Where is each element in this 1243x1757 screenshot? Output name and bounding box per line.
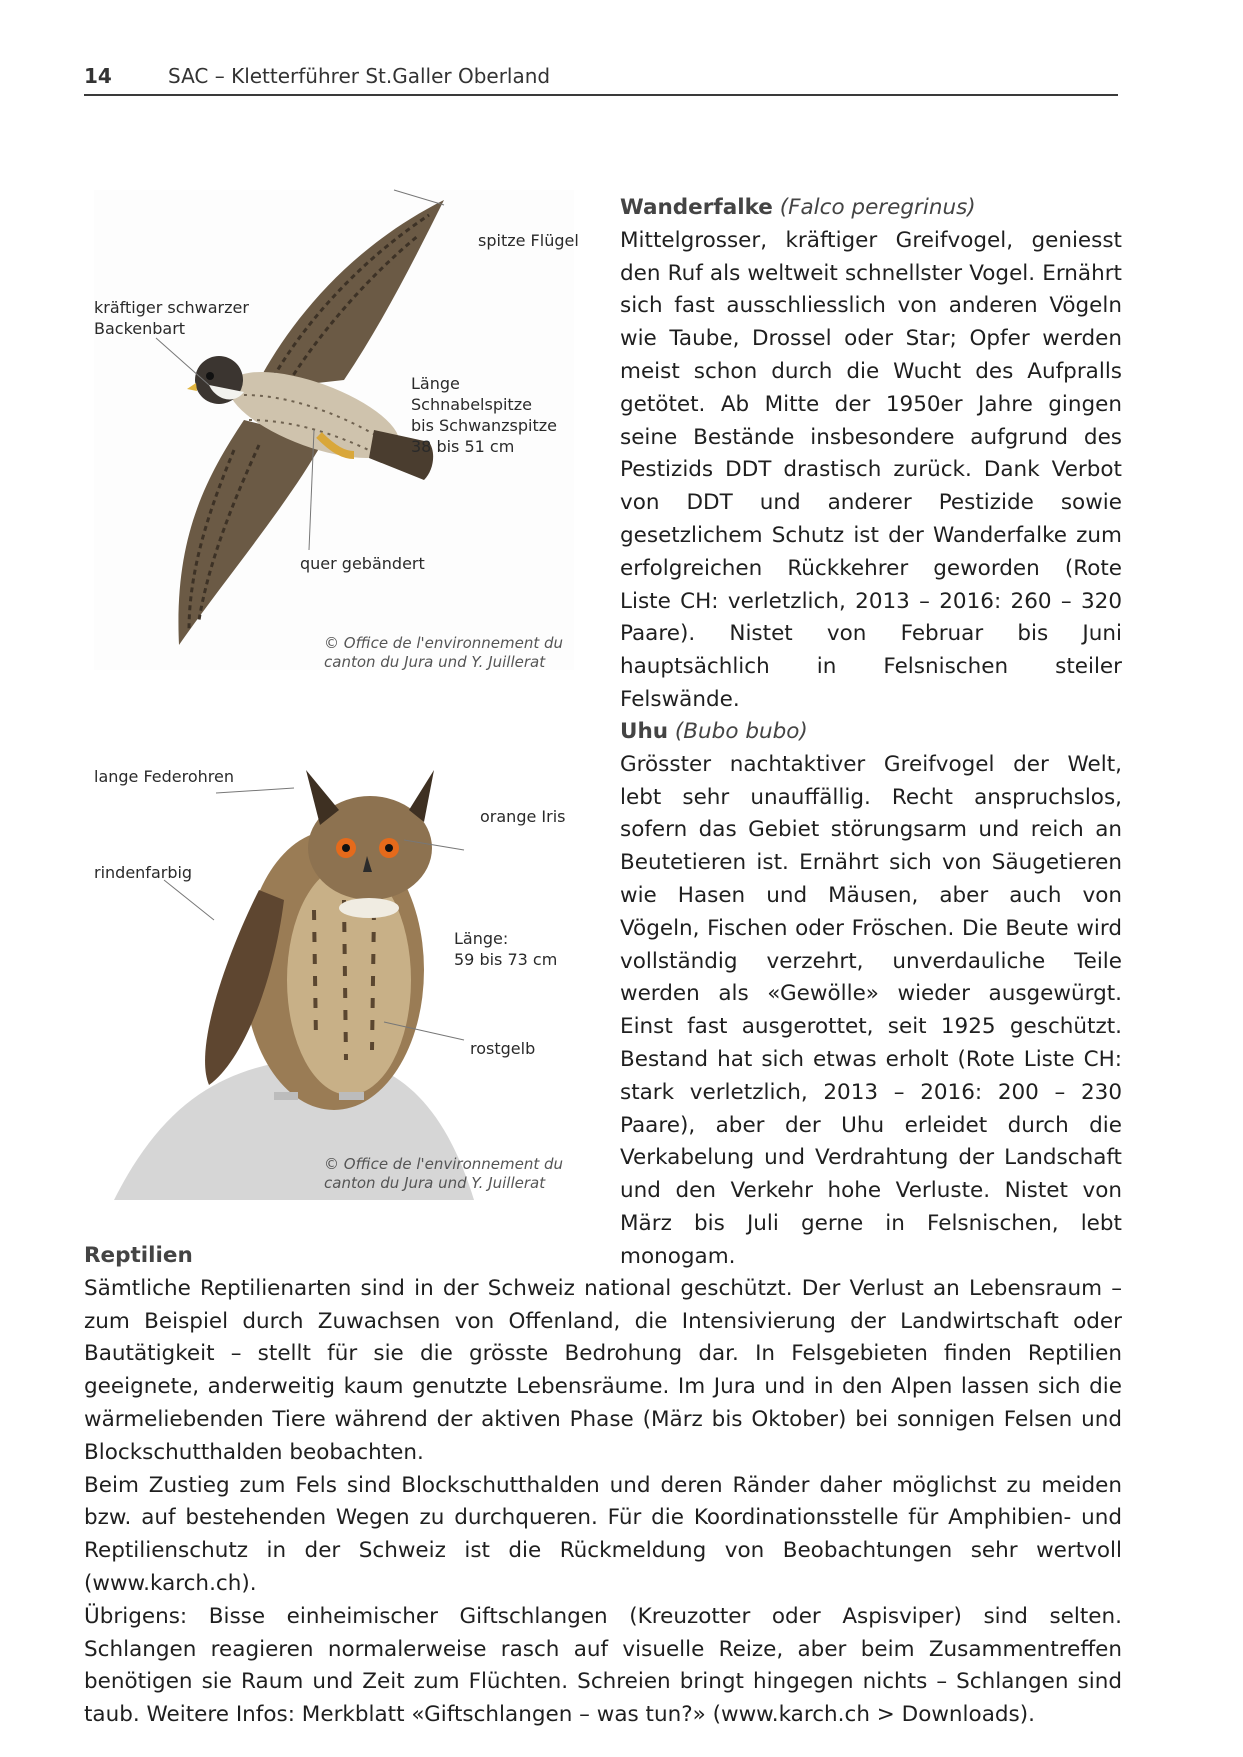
owl-photo-credit: © Office de l'environnement du canton du Jura und Y. Juillerat (324, 1155, 564, 1192)
callout-long-ear-tufts: lange Federohren (94, 767, 235, 786)
falcon-description: Mittelgrosser, kräftiger Greifvogel, geniesst den Ruf als weltweit schnellster Vogel. Ernährt sich fast ausschliesslich von anderen Vögeln wie Taube, Drossel oder Star; Opfer werden meist schon durch die Wucht des Aufpralls getötet. Ab Mitte der 1950er Jahre gingen seine Bestände insbesondere aufgrund des Pestizids DDT drastisch zurück. Dank Verbot von DDT und anderer Pestizide sowie gesetzlichem Schutz ist der Wanderfalke zum erfolgreichen Rückkehrer geworden (Rote Liste CH: verletzlich, 2013 – 2016: 260 – 320 Paare). Nistet von Februar bis Juni hauptsächlich in Felsnischen steiler Felswände. (620, 227, 1122, 712)
falcon-photo-credit: © Office de l'environnement du canton du Jura und Y. Juillerat (324, 634, 564, 671)
owl-latin-name: (Bubo bubo) (674, 719, 808, 744)
reptiles-heading: Reptilien (84, 1243, 193, 1268)
falcon-latin-name: (Falco peregrinus) (779, 195, 976, 220)
owl-description: Grösster nachtaktiver Greifvogel der Welt, lebt sehr unauffällig. Recht anspruchslos, sofern das Gebiet störungsarm und reich an Beutetieren ist. Ernährt sich von Säugetieren wie Hasen und Mäusen, aber auch von Vögeln, Fischen oder Fröschen. Die Beute wird vollständig verzehrt, unverdauliche Teile werden als «Gewölle» wieder ausgewürgt. Einst fast ausgerottet, seit 1925 geschützt. Bestand hat sich etwas erholt (Rote Liste CH: stark verletzlich, 2013 – 2016: 200 – 230 Paare), aber der Uhu erleidet durch die Verkabelung und Verdrahtung der Landschaft und den Verkehr hohe Verluste. Nistet von März bis Juli gerne in Felsnischen, lebt monogam. (620, 751, 1122, 1269)
callout-rust-yellow: rostgelb (470, 1039, 536, 1058)
owl-section (620, 716, 1122, 1274)
owl-illustration (84, 740, 594, 1210)
callout-length: Länge Schnabelspitze bis Schwanzspitze 38 bis 51 cm (411, 374, 557, 456)
reptiles-paragraph-1: Sämtliche Reptilienarten sind in der Schweiz national geschützt. Der Verlust an Lebensraum – zum Beispiel durch Zuwachsen von Offenland, die Intensivierung der Landwirtschaft oder Bautätigkeit – stellt für sie die grösste Bedrohung dar. In Felsgebieten finden Reptilien geeignete, anderweitig kaum genutzte Lebensräume. Im Jura und in den Alpen lassen sich die wärmeliebenden Tiere während der aktiven Phase (März bis Oktober) bei sonnigen Felsen und Blockschutthalden beobachten. (84, 1275, 1122, 1465)
callout-bark-coloured: rindenfarbig (94, 863, 193, 882)
falcon-section (620, 192, 1122, 717)
page-header (84, 62, 1118, 96)
falcon-name: Wanderfalke (620, 195, 773, 220)
callout-orange-iris: orange Iris (480, 807, 566, 826)
callout-black-beard: kräftiger schwarzer Backenbart (94, 298, 249, 338)
reptiles-paragraph-3: Übrigens: Bisse einheimischer Giftschlangen (Kreuzotter oder Aspisviper) sind selten. Schlangen reagieren normalerweise rasch auf visuelle Reize, aber beim Zusammentreffen benötigen sie Raum und Zeit zum Flüchten. Schreien bringt hingegen nichts – Schlangen sind taub. Weitere Infos: Merkblatt «Giftschlangen – was tun?» (www.karch.ch > Downloads). (84, 1603, 1122, 1728)
callout-pointed-wings: spitze Flügel (478, 231, 579, 250)
callout-barred: quer gebändert (300, 554, 425, 573)
owl-name: Uhu (620, 719, 669, 744)
page-number: 14 (84, 64, 112, 88)
reptiles-section (84, 1240, 1122, 1732)
running-title: SAC – Kletterführer St.Galler Oberland (168, 64, 551, 88)
reptiles-paragraph-2: Beim Zustieg zum Fels sind Blockschutthalden und deren Ränder daher möglichst zu meiden bzw. auf bestehenden Wegen zu durchqueren. Für die Koordinationsstelle für Amphibien- und Reptilienschutz in der Schweiz ist die Rückmeldung von Beobachtungen sehr wertvoll (www.karch.ch). (84, 1472, 1122, 1596)
falcon-illustration (84, 180, 584, 680)
callout-length: Länge: 59 bis 73 cm (454, 929, 558, 969)
